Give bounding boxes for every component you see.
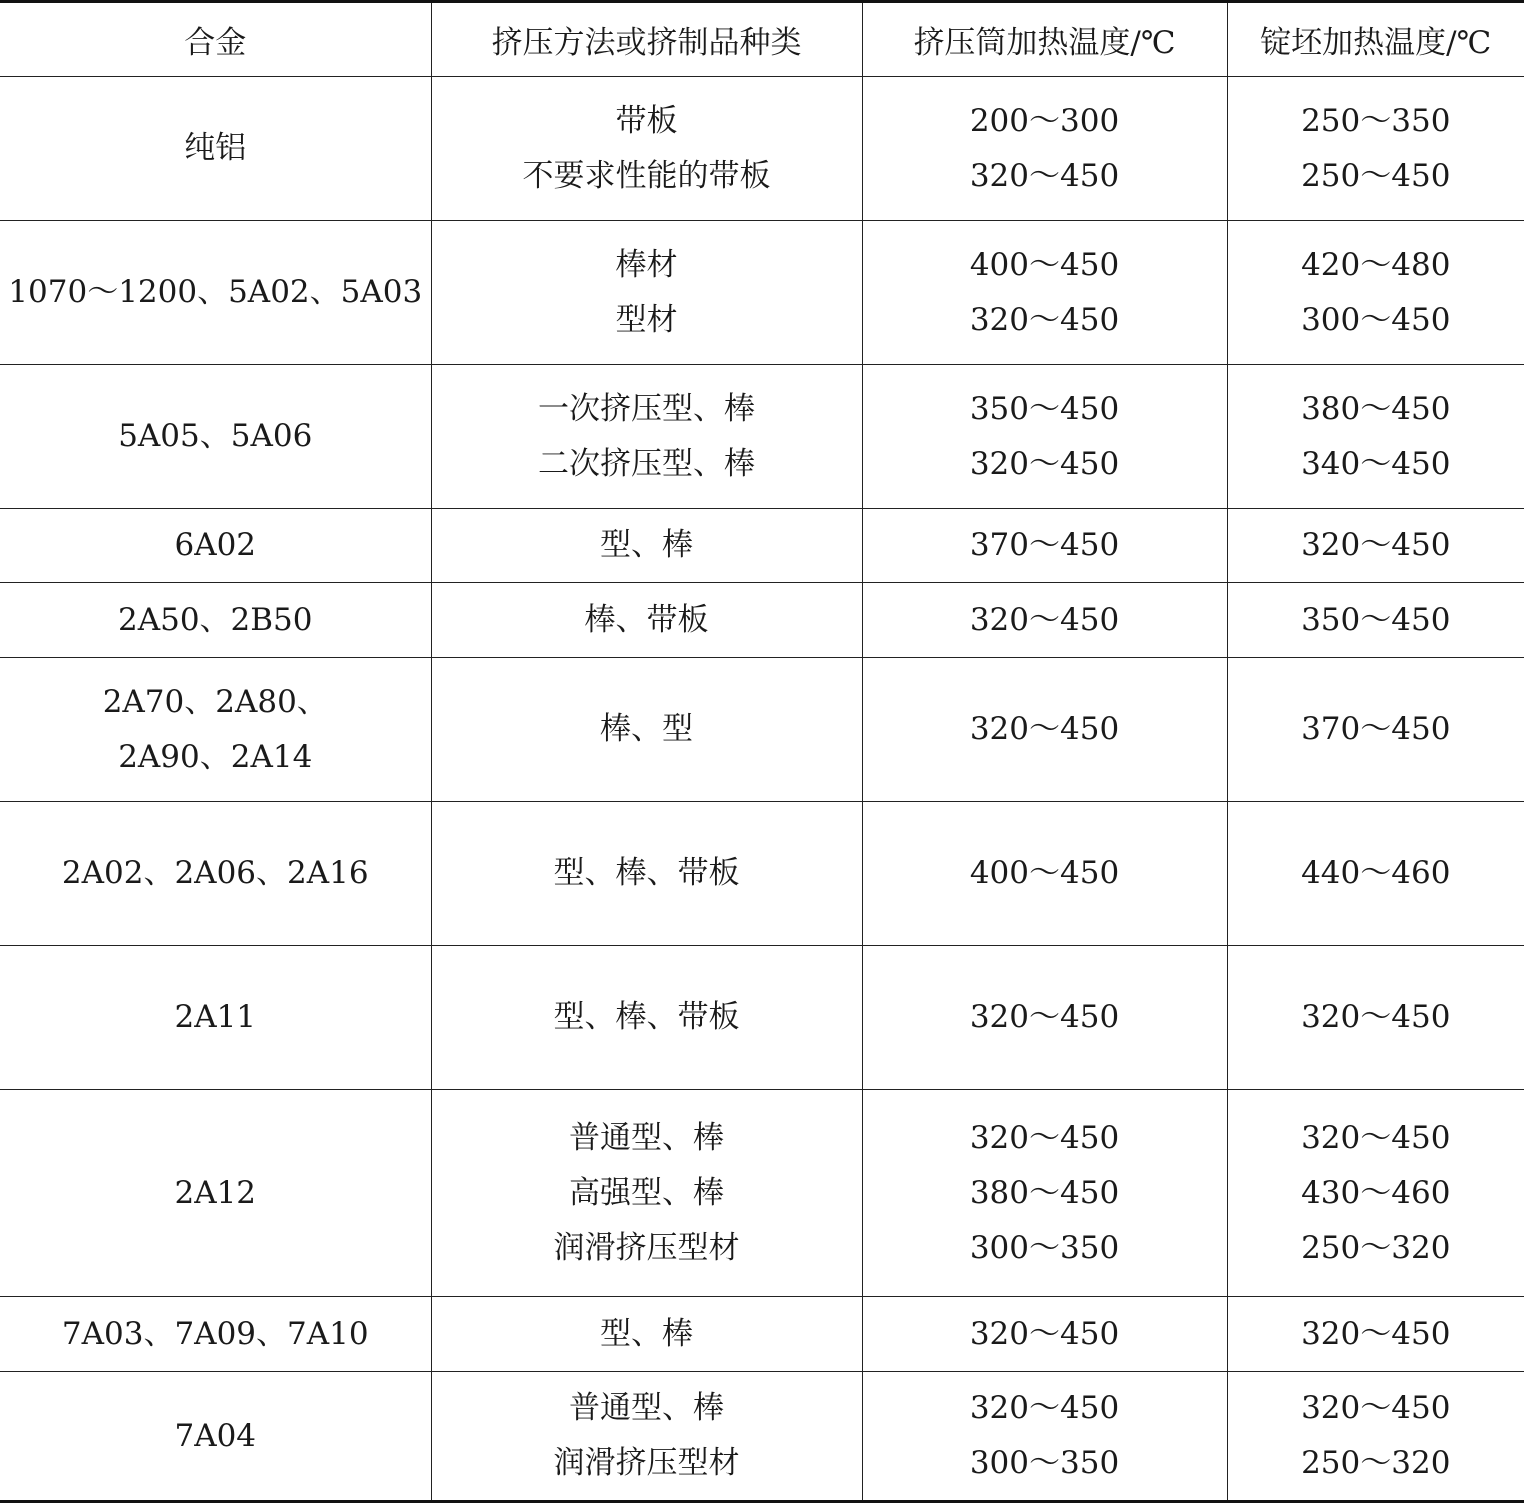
billet-temp-line: 370～450 (1228, 702, 1524, 757)
container-temp-cell (862, 77, 1227, 221)
method-line: 棒、带板 (432, 593, 862, 648)
container-temp-cell (862, 583, 1227, 658)
billet-temp-line: 250～320 (1228, 1436, 1524, 1491)
container-temp-line: 320～450 (863, 990, 1227, 1045)
container-temp-line: 320～450 (863, 437, 1227, 492)
container-temp-line: 320～450 (863, 293, 1227, 348)
alloy-cell (0, 77, 431, 221)
billet-temp-line: 340～450 (1228, 437, 1524, 492)
method-cell (431, 1297, 862, 1372)
method-line: 不要求性能的带板 (432, 149, 862, 204)
method-line: 型、棒 (432, 1307, 862, 1362)
alloy-line: 6A02 (0, 518, 431, 573)
container-temp-cell (862, 365, 1227, 509)
container-temp-line: 320～450 (863, 593, 1227, 648)
alloy-cell (0, 221, 431, 365)
header-alloy: 合金 (0, 2, 431, 77)
method-cell (431, 221, 862, 365)
method-line: 润滑挤压型材 (432, 1221, 862, 1276)
header-row (0, 2, 1524, 77)
method-line: 棒材 (432, 238, 862, 293)
method-cell (431, 365, 862, 509)
method-line: 一次挤压型、棒 (432, 382, 862, 437)
billet-temp-line: 320～450 (1228, 1307, 1524, 1362)
table-row (0, 1297, 1524, 1372)
method-cell (431, 509, 862, 583)
table-row (0, 1372, 1524, 1502)
method-line: 润滑挤压型材 (432, 1436, 862, 1491)
billet-temp-cell (1227, 946, 1524, 1090)
container-temp-cell (862, 1090, 1227, 1297)
container-temp-cell (862, 658, 1227, 802)
container-temp-line: 400～450 (863, 238, 1227, 293)
method-line: 二次挤压型、棒 (432, 437, 862, 492)
container-temp-cell (862, 946, 1227, 1090)
header-billet-temp: 锭坯加热温度/℃ (1227, 2, 1524, 77)
method-cell (431, 583, 862, 658)
container-temp-cell (862, 221, 1227, 365)
container-temp-cell (862, 1297, 1227, 1372)
alloy-line: 1070～1200、5A02、5A03 (0, 265, 431, 320)
container-temp-line: 320～450 (863, 149, 1227, 204)
alloy-line: 2A50、2B50 (0, 593, 431, 648)
alloy-line: 纯铝 (0, 121, 431, 176)
billet-temp-line: 320～450 (1228, 990, 1524, 1045)
alloy-cell (0, 1297, 431, 1372)
billet-temp-line: 350～450 (1228, 593, 1524, 648)
billet-temp-line: 250～350 (1228, 94, 1524, 149)
table-header (0, 2, 1524, 77)
alloy-line: 7A04 (0, 1409, 431, 1464)
billet-temp-cell (1227, 802, 1524, 946)
billet-temp-cell (1227, 509, 1524, 583)
container-temp-line: 320～450 (863, 702, 1227, 757)
container-temp-line: 370～450 (863, 518, 1227, 573)
billet-temp-line: 440～460 (1228, 846, 1524, 901)
container-temp-cell (862, 802, 1227, 946)
billet-temp-cell (1227, 221, 1524, 365)
billet-temp-cell (1227, 1372, 1524, 1502)
billet-temp-line: 420～480 (1228, 238, 1524, 293)
container-temp-line: 320～450 (863, 1381, 1227, 1436)
alloy-cell (0, 1372, 431, 1502)
container-temp-line: 300～350 (863, 1436, 1227, 1491)
alloy-cell (0, 946, 431, 1090)
alloy-cell (0, 1090, 431, 1297)
alloy-line: 2A90、2A14 (0, 730, 431, 785)
billet-temp-line: 430～460 (1228, 1166, 1524, 1221)
table-row (0, 946, 1524, 1090)
table-body (0, 77, 1524, 1502)
alloy-line: 5A05、5A06 (0, 409, 431, 464)
table-row (0, 1090, 1524, 1297)
alloy-cell (0, 658, 431, 802)
table-row (0, 658, 1524, 802)
billet-temp-cell (1227, 365, 1524, 509)
container-temp-line: 320～450 (863, 1307, 1227, 1362)
billet-temp-cell (1227, 77, 1524, 221)
method-line: 带板 (432, 94, 862, 149)
container-temp-line: 300～350 (863, 1221, 1227, 1276)
billet-temp-line: 300～450 (1228, 293, 1524, 348)
table-row (0, 509, 1524, 583)
method-line: 型、棒、带板 (432, 846, 862, 901)
alloy-line: 2A02、2A06、2A16 (0, 846, 431, 901)
billet-temp-line: 250～450 (1228, 149, 1524, 204)
billet-temp-line: 380～450 (1228, 382, 1524, 437)
method-line: 高强型、棒 (432, 1166, 862, 1221)
method-cell (431, 946, 862, 1090)
billet-temp-cell (1227, 1297, 1524, 1372)
method-line: 型材 (432, 293, 862, 348)
container-temp-line: 400～450 (863, 846, 1227, 901)
alloy-line: 2A70、2A80、 (0, 675, 431, 730)
method-cell (431, 1372, 862, 1502)
container-temp-line: 320～450 (863, 1111, 1227, 1166)
method-line: 型、棒、带板 (432, 990, 862, 1045)
method-cell (431, 658, 862, 802)
method-line: 棒、型 (432, 702, 862, 757)
billet-temp-line: 320～450 (1228, 518, 1524, 573)
alloy-line: 7A03、7A09、7A10 (0, 1307, 431, 1362)
method-cell (431, 802, 862, 946)
billet-temp-cell (1227, 658, 1524, 802)
table-row (0, 221, 1524, 365)
container-temp-cell (862, 509, 1227, 583)
container-temp-line: 350～450 (863, 382, 1227, 437)
method-line: 普通型、棒 (432, 1111, 862, 1166)
table-row (0, 77, 1524, 221)
alloy-cell (0, 583, 431, 658)
container-temp-line: 380～450 (863, 1166, 1227, 1221)
method-cell (431, 77, 862, 221)
billet-temp-line: 320～450 (1228, 1381, 1524, 1436)
alloy-line: 2A11 (0, 990, 431, 1045)
container-temp-line: 200～300 (863, 94, 1227, 149)
table-row (0, 365, 1524, 509)
alloy-cell (0, 365, 431, 509)
billet-temp-line: 320～450 (1228, 1111, 1524, 1166)
table-row (0, 583, 1524, 658)
header-method: 挤压方法或挤制品种类 (431, 2, 862, 77)
alloy-cell (0, 509, 431, 583)
container-temp-cell (862, 1372, 1227, 1502)
billet-temp-line: 250～320 (1228, 1221, 1524, 1276)
method-cell (431, 1090, 862, 1297)
method-line: 型、棒 (432, 518, 862, 573)
method-line: 普通型、棒 (432, 1381, 862, 1436)
table-row (0, 802, 1524, 946)
header-container-temp: 挤压筒加热温度/℃ (862, 2, 1227, 77)
billet-temp-cell (1227, 583, 1524, 658)
alloy-cell (0, 802, 431, 946)
alloy-line: 2A12 (0, 1166, 431, 1221)
billet-temp-cell (1227, 1090, 1524, 1297)
